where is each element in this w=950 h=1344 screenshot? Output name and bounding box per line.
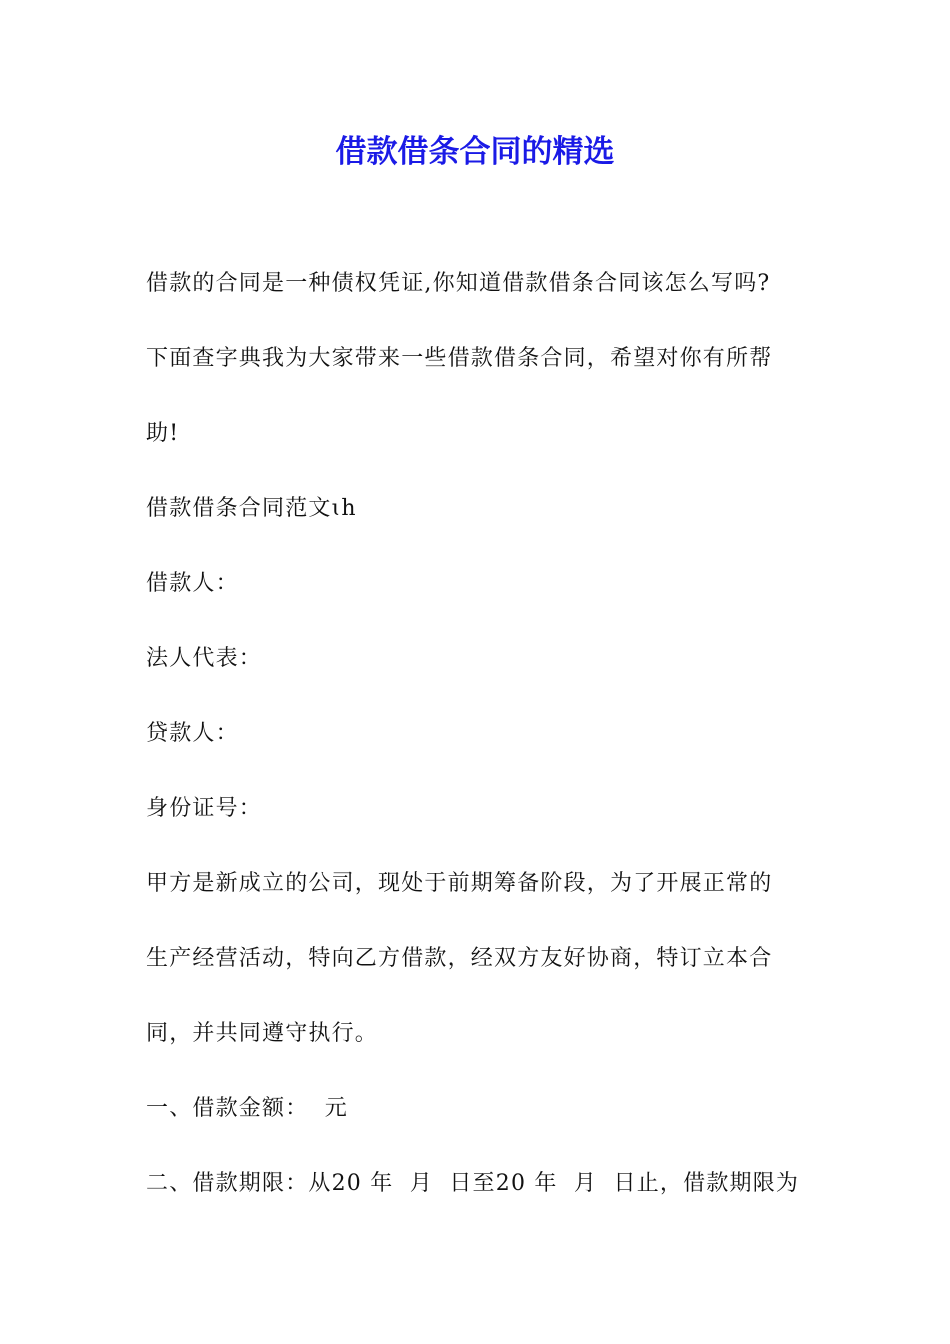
paragraph-line: 甲方是新成立的公司，现处于前期筹备阶段，为了开展正常的: [146, 871, 773, 896]
borrower-field: 借款人：: [146, 571, 239, 596]
clause-loan-term: 二、借款期限：从20 年 月 日至20 年 月 日止，借款期限为: [146, 1171, 800, 1196]
paragraph-line: 下面查字典我为大家带来一些借款借条合同，希望对你有所帮: [146, 346, 773, 371]
paragraph-line: 生产经营活动，特向乙方借款，经双方友好协商，特订立本合: [146, 946, 773, 971]
id-number-field: 身份证号：: [146, 796, 263, 821]
paragraph-line: 助!: [146, 421, 180, 446]
document-title: 借款借条合同的精选: [335, 134, 615, 170]
legal-representative-field: 法人代表：: [146, 646, 263, 671]
lender-field: 贷款人：: [146, 721, 239, 746]
paragraph-line: 同，并共同遵守执行。: [146, 1021, 379, 1046]
document-body: [146, 264, 810, 1239]
clause-loan-amount: 一、借款金额： 元: [146, 1096, 348, 1121]
section-heading: 借款借条合同范文ɩh: [146, 496, 357, 521]
paragraph-line: 借款的合同是一种债权凭证,你知道借款借条合同该怎么写吗?: [146, 271, 771, 296]
